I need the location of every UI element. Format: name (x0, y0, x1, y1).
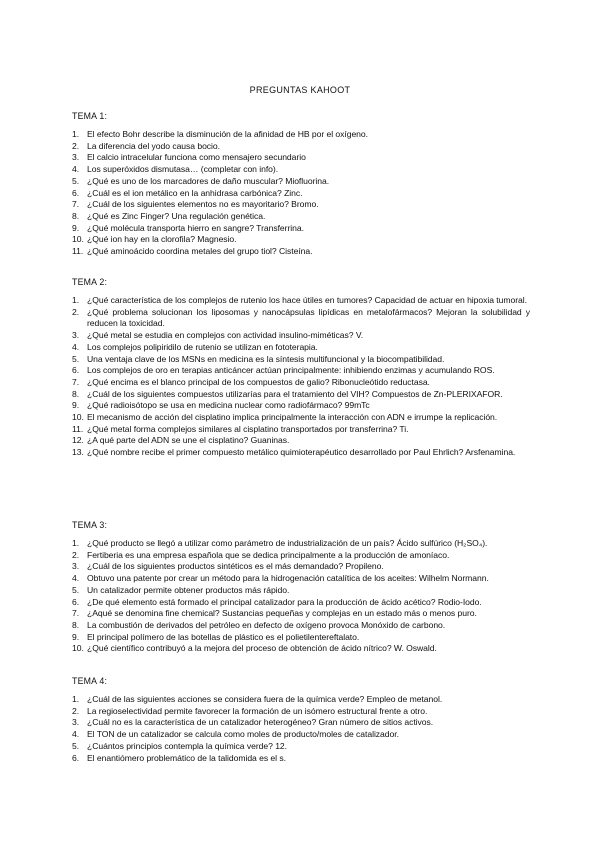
item-text: ¿De qué elemento está formado el principal catalizador para la producción de ácido acético? Rodio-Iodo. (87, 596, 482, 607)
list-item (72, 643, 530, 655)
item-number: 2. (72, 549, 80, 560)
item-text: ¿Qué problema solucionan los liposomas y nanocápsulas lipídicas en metalofármacos? Mejoran la solubilidad y reducen la toxicidad. (87, 306, 530, 329)
item-number: 4. (72, 341, 80, 352)
item-number: 3. (72, 561, 80, 572)
item-number: 2. (72, 705, 80, 716)
item-text: ¿Cuál de las siguientes acciones se considera fuera de la química verde? Empleo de metanol. (87, 694, 443, 704)
document-title: PREGUNTAS KAHOOT (249, 85, 351, 95)
item-number: 1. (72, 295, 80, 305)
item-text: El principal polímero de las botellas de plástico es el polietilentereftalato. (87, 631, 360, 642)
list-item (72, 717, 530, 729)
item-number: 8. (72, 619, 80, 630)
item-text: El TON de un catalizador se calcula como moles de producto/moles de catalizador. (87, 729, 399, 740)
list-item (72, 342, 530, 354)
item-text: ¿A qué parte del ADN se une el cisplatino? Guaninas. (87, 435, 290, 446)
list-item (72, 550, 530, 562)
question-list (72, 538, 530, 655)
item-number: 6. (72, 752, 80, 763)
section-tema-3 (72, 520, 530, 655)
list-item (72, 400, 530, 412)
item-number: 5. (72, 740, 80, 751)
item-text: ¿Qué es Zinc Finger? Una regulación genética. (87, 210, 266, 221)
item-number: 9. (72, 631, 80, 642)
item-number: 7. (72, 199, 80, 210)
list-item (72, 234, 530, 246)
question-list (72, 694, 530, 764)
list-item (72, 152, 530, 164)
item-number: 4. (72, 164, 80, 175)
list-item (72, 597, 530, 609)
section-heading: TEMA 1: (72, 111, 108, 121)
question-list (72, 295, 530, 459)
list-item (72, 538, 530, 550)
item-number: 9. (72, 400, 80, 411)
item-number: 6. (72, 596, 80, 607)
item-number: 3. (72, 152, 80, 163)
list-item (72, 706, 530, 718)
item-text: ¿Qué encima es el blanco principal de los compuestos de galio? Ribonucleótido reductasa. (87, 376, 430, 387)
item-number: 5. (72, 353, 80, 364)
list-item (72, 377, 530, 389)
list-item (72, 753, 530, 765)
list-item (72, 354, 530, 366)
list-item (72, 435, 530, 447)
item-text: ¿Cuántos principios contempla la química verde? 12. (87, 740, 287, 751)
item-text: ¿Cuál no es la característica de un catalizador heterogéneo? Gran número de sitios activos. (87, 717, 434, 728)
item-number: 10. (72, 234, 84, 245)
list-item (72, 389, 530, 401)
item-number: 8. (72, 210, 80, 221)
item-text: ¿Cuál de los siguientes elementos no es mayoritario? Bromo. (87, 199, 319, 210)
question-list (72, 129, 530, 258)
item-text: Obtuvo una patente por crear un método para la hidrogenación catalítica de los aceites: Wilhelm Normann. (87, 573, 489, 584)
item-text: ¿Aqué se denomina fine chemical? Sustancias pequeñas y complejas en un estado más o menos puro. (87, 608, 477, 619)
item-text: ¿Qué radioisótopo se usa en medicina nuclear como radiofármaco? 99mTc (87, 400, 370, 411)
item-number: 2. (72, 140, 80, 151)
item-text: ¿Cuál de los siguientes productos sintéticos es el más demandado? Propileno. (87, 561, 384, 572)
item-text: Un catalizador permite obtener productos más rápido. (87, 584, 290, 595)
item-number: 13. (72, 447, 84, 458)
item-text: La regioselectividad permite favorecer la formación de un isómero estructural frente a otro. (87, 705, 428, 716)
list-item (72, 129, 530, 141)
item-number: 8. (72, 388, 80, 399)
item-number: 1. (72, 538, 80, 548)
item-text: La combustión de derivados del petróleo en defecto de oxígeno provoca Monóxido de carbono. (87, 619, 446, 630)
list-item (72, 141, 530, 153)
list-item (72, 164, 530, 176)
list-item (72, 307, 530, 330)
item-number: 11. (72, 246, 84, 257)
list-item (72, 632, 530, 644)
list-item (72, 365, 530, 377)
item-number: 9. (72, 222, 80, 233)
item-number: 3. (72, 330, 80, 341)
item-text: Una ventaja clave de los MSNs en medicina es la síntesis multifuncional y la biocompatibilidad. (87, 353, 445, 364)
item-text: El enantiómero problemático de la talidomida es el s. (87, 752, 286, 763)
item-number: 7. (72, 376, 80, 387)
list-item (72, 295, 530, 307)
item-text: La diferencia del yodo causa bocio. (87, 140, 220, 151)
item-number: 1. (72, 694, 80, 704)
list-item (72, 694, 530, 706)
list-item (72, 729, 530, 741)
item-text: ¿Qué ion hay en la clorofila? Magnesio. (87, 234, 237, 245)
item-number: 5. (72, 584, 80, 595)
item-number: 10. (72, 643, 84, 654)
item-number: 2. (72, 306, 80, 317)
list-item (72, 188, 530, 200)
item-number: 12. (72, 435, 84, 446)
item-text: ¿Qué nombre recibe el primer compuesto metálico quimioterapéutico desarrollado por Paul Ehrlich? Arsfenamina. (87, 447, 516, 458)
item-text: ¿Qué molécula transporta hierro en sangre? Transferrina. (87, 222, 304, 233)
item-text: Fertiberia es una empresa española que se dedica principalmente a la producción de amoníaco. (87, 549, 450, 560)
section-heading: TEMA 2: (72, 277, 108, 287)
item-text: ¿Qué metal se estudia en complejos con actividad insulino-miméticas? V. (87, 330, 364, 341)
section-heading: TEMA 3: (72, 520, 108, 530)
list-item (72, 608, 530, 620)
item-number: 1. (72, 129, 80, 139)
item-number: 4. (72, 729, 80, 740)
list-item (72, 211, 530, 223)
item-number: 3. (72, 717, 80, 728)
list-item (72, 620, 530, 632)
section-tema-1 (72, 111, 530, 258)
item-number: 5. (72, 175, 80, 186)
item-text: Los complejos polipiridilo de rutenio se utilizan en fototerapia. (87, 341, 318, 352)
section-tema-4 (72, 676, 530, 764)
item-text: El efecto Bohr describe la disminución de la afinidad de HB por el oxígeno. (87, 129, 368, 139)
item-text: ¿Qué es uno de los marcadores de daño muscular? Miofluorina. (87, 175, 330, 186)
list-item (72, 741, 530, 753)
item-text: ¿Cuál es el ion metálico en la anhidrasa carbónica? Zinc. (87, 187, 303, 198)
item-number: 11. (72, 423, 84, 434)
list-item (72, 561, 530, 573)
section-heading: TEMA 4: (72, 676, 108, 686)
list-item (72, 424, 530, 436)
list-item (72, 246, 530, 258)
item-text: Los superóxidos dismutasa… (completar con info). (87, 164, 279, 175)
item-number: 10. (72, 412, 84, 423)
list-item (72, 176, 530, 188)
list-item (72, 223, 530, 235)
section-tema-2 (72, 277, 530, 459)
item-text: ¿Qué producto se llegó a utilizar como parámetro de industrialización de un país? Ácido sulfúrico (H₂SO₄). (87, 538, 488, 548)
item-number: 6. (72, 187, 80, 198)
item-text: El mecanismo de acción del cisplatino implica principalmente la interacción con ADN e irrumpe la replicación. (87, 412, 498, 423)
list-item (72, 585, 530, 597)
list-item (72, 573, 530, 585)
item-number: 7. (72, 608, 80, 619)
item-text: ¿Qué metal forma complejos similares al cisplatino transportados por transferrina? Ti. (87, 423, 409, 434)
item-text: ¿Qué característica de los complejos de rutenio los hace útiles en tumores? Capacidad de actuar en hipoxia tumoral. (87, 295, 527, 305)
item-number: 6. (72, 365, 80, 376)
item-text: ¿Qué aminoácido coordina metales del grupo tiol? Cisteína. (87, 246, 313, 257)
item-text: Los complejos de oro en terapias anticáncer actúan principalmente: inhibiendo enzimas y acumulando ROS. (87, 365, 495, 376)
list-item (72, 412, 530, 424)
item-text: El calcio intracelular funciona como mensajero secundario (87, 152, 306, 163)
item-number: 4. (72, 573, 80, 584)
item-text: ¿Cuál de los siguientes compuestos utilizarías para el tratamiento del VIH? Compuestos de Zn-PLERIXAFOR. (87, 388, 503, 399)
list-item (72, 199, 530, 211)
list-item (72, 447, 530, 459)
item-text: ¿Qué científico contribuyó a la mejora del proceso de obtención de ácido nítrico? W. Oswald. (87, 643, 437, 654)
list-item (72, 330, 530, 342)
